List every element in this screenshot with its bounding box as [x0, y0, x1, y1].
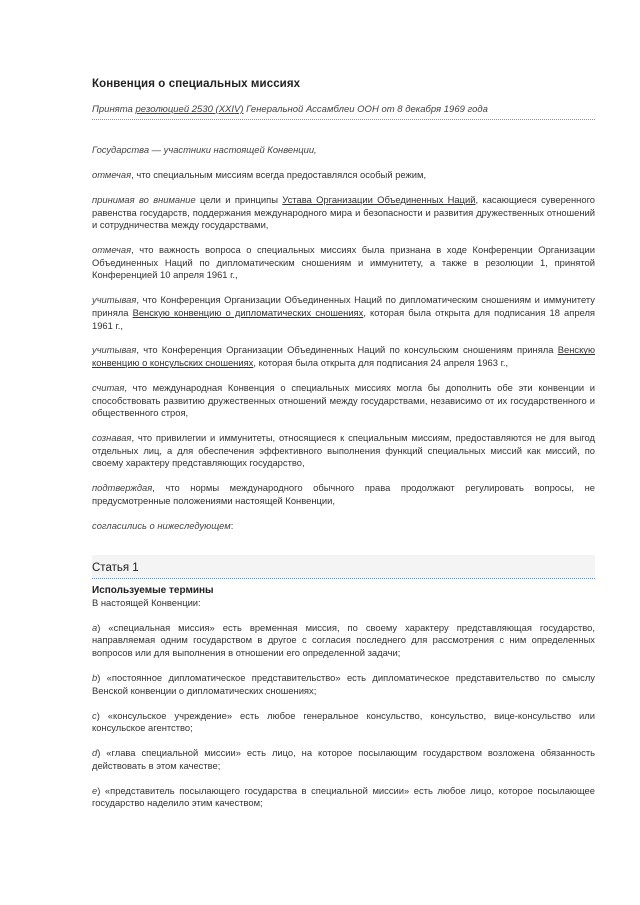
preamble-italic: подтверждая: [92, 482, 153, 494]
article-item: [92, 710, 595, 735]
preamble-italic: учитывая: [92, 294, 137, 306]
article-item: [92, 672, 595, 697]
preamble-italic: учитывая: [92, 344, 137, 356]
preamble-text: , которая была открыта для подписания 18 апреля 1961 г.,: [92, 306, 595, 331]
subtitle-suffix: Генеральной Ассамблеи ООН от 8 декабря 1969 года: [243, 104, 488, 115]
preamble-paragraph: [92, 294, 595, 332]
preamble-text: , что нормы международного обычного права продолжают регулировать вопросы, не предусмотренные положениями настоящей Конвенции,: [92, 482, 595, 506]
preamble-paragraph: [92, 432, 595, 470]
preamble-italic: отмечая: [92, 244, 132, 256]
preamble-paragraph: [92, 344, 595, 369]
article-intro: В настоящей Конвенции:: [92, 596, 201, 608]
un-charter-link[interactable]: Устава Организации Объединенных Наций: [282, 193, 476, 205]
preamble-text: , что привилегии и иммунитеты, относящиеся к специальным миссиям, предоставляются не для выгод отдельных лиц, а для обеспечения эффективного выполнения функций специальных миссий как миссий, по своему характеру представляющих государство,: [92, 432, 595, 469]
item-text: ) «глава специальной миссии» есть лицо, на которое посылающим государством возложена обязанность действовать в этом качестве;: [92, 747, 595, 771]
preamble-italic: согласились о нижеследующем: [92, 519, 231, 531]
preamble-text: , которая была открыта для подписания 24 апреля 1963 г.,: [253, 357, 509, 369]
item-text: ) «постоянное дипломатическое представительство» есть дипломатическое представительство по смыслу Венской конвенции о дипломатических сношениях;: [92, 671, 595, 696]
preamble-text: , что специальным миссиям всегда предоставлялся особый режим,: [131, 168, 427, 180]
document-title: Конвенция о специальных миссиях: [92, 78, 301, 90]
preamble-paragraph: [92, 244, 595, 282]
article-title: Статья 1: [92, 561, 139, 574]
preamble-paragraph: [92, 194, 595, 232]
preamble-paragraph: [92, 482, 595, 507]
preamble-text: :: [230, 519, 234, 531]
preamble-paragraph: [92, 169, 595, 182]
article-item: [92, 747, 595, 772]
article-item: [92, 785, 595, 810]
article-heading: Используемые термины: [92, 584, 214, 596]
vienna-diplomatic-convention-link[interactable]: Венскую конвенцию о дипломатических сношениях: [132, 306, 364, 318]
item-text: ) «представитель посылающего государства в специальной миссии» есть любое лицо, которое посылающее государство наделило этим качеством;: [92, 784, 595, 809]
resolution-link[interactable]: резолюцией 2530 (XXIV): [135, 104, 244, 115]
item-letter: c: [92, 709, 97, 721]
preamble-italic: Государства — участники настоящей Конвенции,: [92, 144, 317, 155]
article-1-header: [92, 555, 595, 579]
preamble-italic: отмечая: [92, 168, 132, 180]
preamble-italic: считая: [92, 382, 125, 394]
preamble-text: , что международная Конвенция о специальных миссиях могла бы дополнить обе эти конвенции и способствовать развитию дружественных отношений между государствами, независимо от их государственного и общественного строя,: [92, 382, 595, 419]
item-letter: d: [92, 747, 98, 759]
preamble-text: , что Конференция Организации Объединенных Наций по дипломатическим сношениям и иммунитету приняла: [92, 294, 595, 318]
vienna-consular-convention-link[interactable]: Венскую конвенцию о консульских сношениях: [92, 344, 595, 369]
preamble-italic: принимая во внимание: [92, 193, 196, 205]
subtitle-prefix: Принята: [92, 104, 136, 115]
article-item: [92, 622, 595, 660]
item-text: ) «специальная миссия» есть временная миссия, по своему характеру представляющая государство, направляемая одним государством в другое с согласия последнего для рассмотрения с ним определенных вопросов или для выполнения в отношении его определенной задачи;: [92, 621, 595, 658]
item-letter: a: [92, 621, 98, 633]
preamble-paragraph: [92, 144, 595, 157]
preamble-text: , что важность вопроса о специальных миссиях была признана в ходе Конференции Организации Объединенных Наций по дипломатическим сношениям и иммунитету, а также в резолюции 1, принятой Конференцией 10 апреля 1961 г.,: [92, 244, 595, 281]
item-letter: e: [92, 784, 98, 796]
preamble: [92, 144, 595, 533]
document-subtitle: [92, 104, 595, 120]
preamble-paragraph: [92, 520, 595, 533]
item-text: ) «консульское учреждение» есть любое генеральное консульство, консульство, вице-консульство или консульское агентство;: [92, 709, 595, 734]
preamble-text: , что Конференция Организации Объединенных Наций по консульским сношениям приняла: [136, 344, 558, 356]
document-page: [92, 78, 595, 822]
preamble-text: , касающиеся суверенного равенства государств, поддержания международного мира и безопасности и развития дружественных отношений и сотрудничества между государствами,: [92, 193, 595, 231]
preamble-paragraph: [92, 382, 595, 420]
preamble-italic: сознавая: [92, 432, 132, 444]
preamble-text: цели и принципы: [195, 193, 283, 205]
item-letter: b: [92, 671, 98, 683]
